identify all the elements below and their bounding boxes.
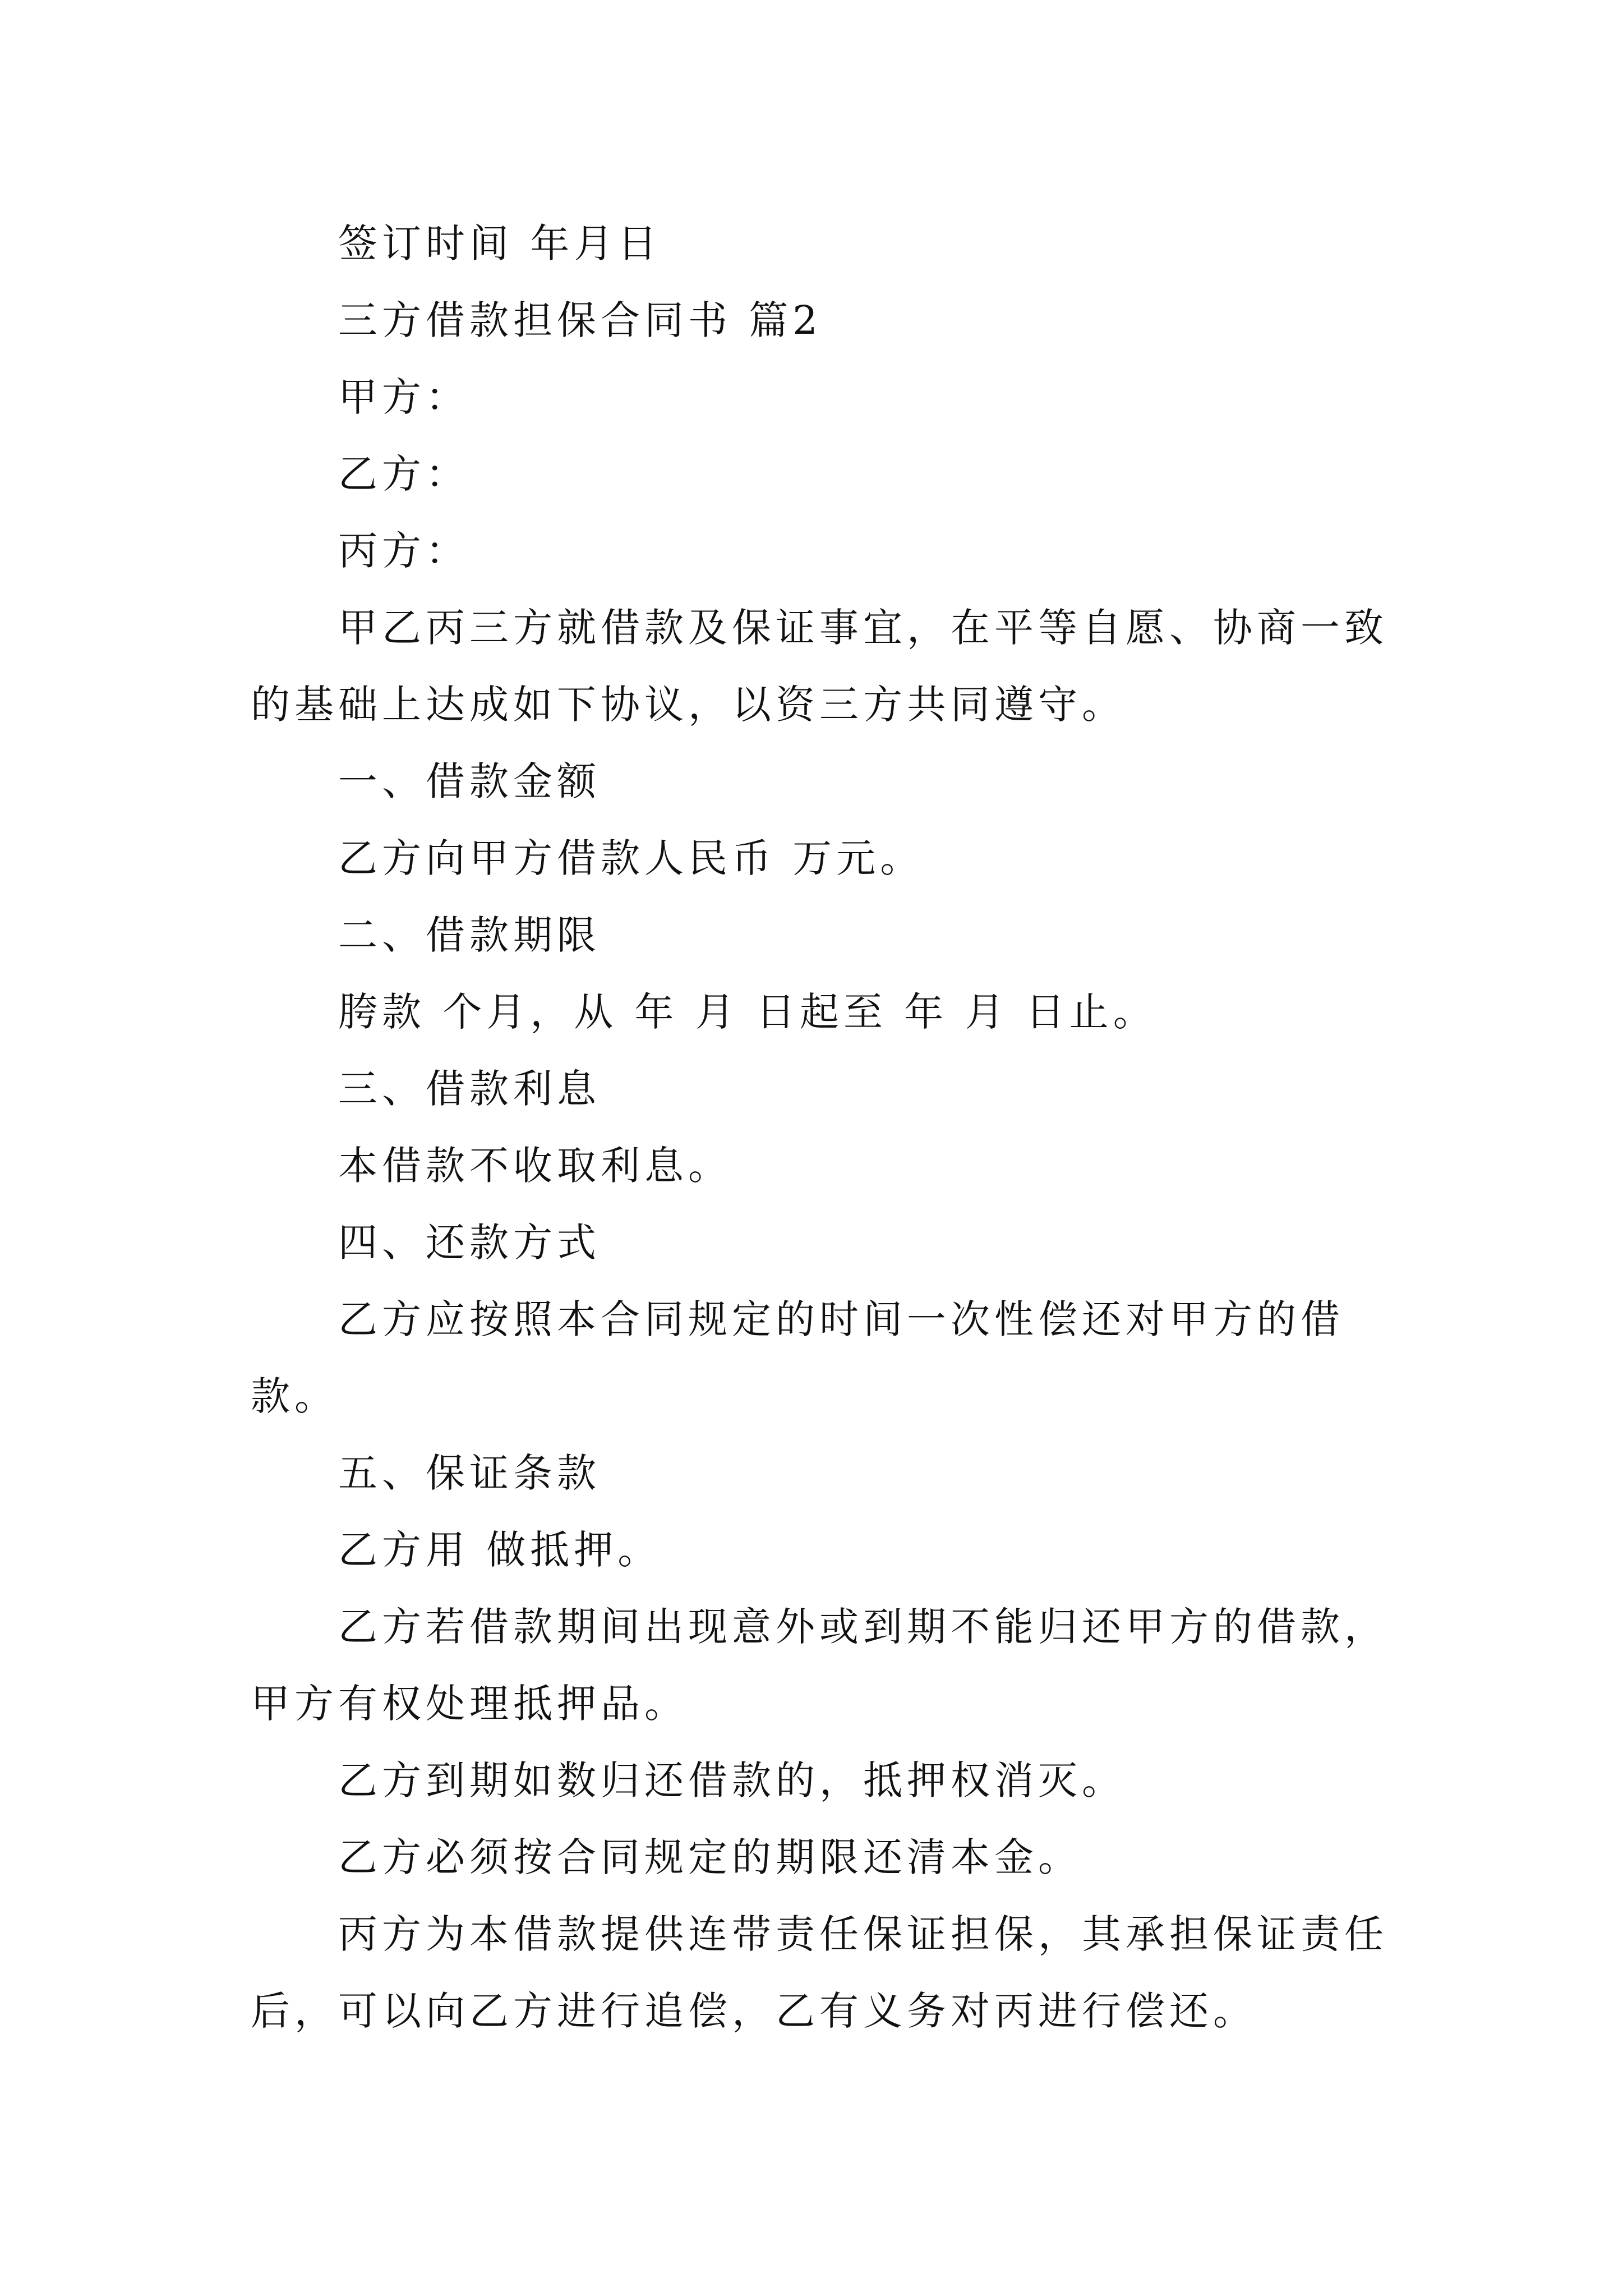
section-loan-amount (251, 743, 1484, 897)
paragraph (251, 1512, 1484, 1589)
paragraph-line: 乙方用 做抵押。 (338, 1527, 662, 1573)
paragraph-line: 甲方有权处理抵押品。 (251, 1681, 688, 1727)
document-body (251, 205, 1484, 2050)
paragraph (251, 974, 1484, 1051)
paragraph (251, 1128, 1484, 1204)
paragraph-line: 款。 (251, 1373, 338, 1419)
paragraph (251, 1742, 1484, 1819)
paragraph-line: 甲乙丙三方就借款及保证事宜，在平等自愿、协商一致 (338, 605, 1388, 651)
section-title: 五、保证条款 (338, 1450, 601, 1496)
section-guarantee-terms (251, 1435, 1484, 2050)
section-title: 一、借款金额 (338, 758, 601, 804)
section-title: 三、借款利息 (338, 1066, 601, 1112)
paragraph (251, 820, 1484, 897)
paragraph-line: 乙方到期如数归还借款的，抵押权消灭。 (338, 1757, 1126, 1803)
paragraph-line: 的基础上达成如下协议，以资三方共同遵守。 (251, 682, 1126, 728)
party-c-label: 丙方： (338, 528, 469, 574)
party-b-label: 乙方： (338, 451, 469, 497)
paragraph-line: 乙方必须按合同规定的期限还清本金。 (338, 1834, 1082, 1880)
paragraph-line: 乙方向甲方借款人民币 万元。 (338, 835, 924, 881)
section-loan-term (251, 897, 1484, 1051)
paragraph (251, 1819, 1484, 1896)
section-title: 四、还款方式 (338, 1220, 601, 1266)
paragraph (251, 1589, 1484, 1742)
paragraph-line: 后，可以向乙方进行追偿，乙有义务对丙进行偿还。 (251, 1988, 1257, 2034)
paragraph (251, 1281, 1484, 1435)
paragraph-line: 丙方为本借款提供连带责任保证担保，其承担保证责任 (338, 1911, 1388, 1957)
preamble-paragraph (251, 590, 1484, 743)
signing-date-line: 签订时间 年月日 (338, 220, 662, 266)
section-title: 二、借款期限 (338, 912, 601, 958)
document-heading: 三方借款担保合同书 篇2 (338, 297, 822, 343)
section-repayment-method (251, 1204, 1484, 1435)
paragraph-line: 本借款不收取利息。 (338, 1143, 732, 1189)
paragraph-line: 胯款 个月，从 年 月 日起至 年 月 日止。 (338, 989, 1157, 1035)
parties-block (251, 359, 1484, 590)
section-loan-interest (251, 1051, 1484, 1204)
paragraph-line: 乙方若借款期间出现意外或到期不能归还甲方的借款， (338, 1604, 1388, 1650)
party-a-label: 甲方： (338, 374, 469, 420)
paragraph-line: 乙方应按照本合同规定的时间一次性偿还对甲方的借 (338, 1296, 1344, 1342)
paragraph (251, 1896, 1484, 2050)
